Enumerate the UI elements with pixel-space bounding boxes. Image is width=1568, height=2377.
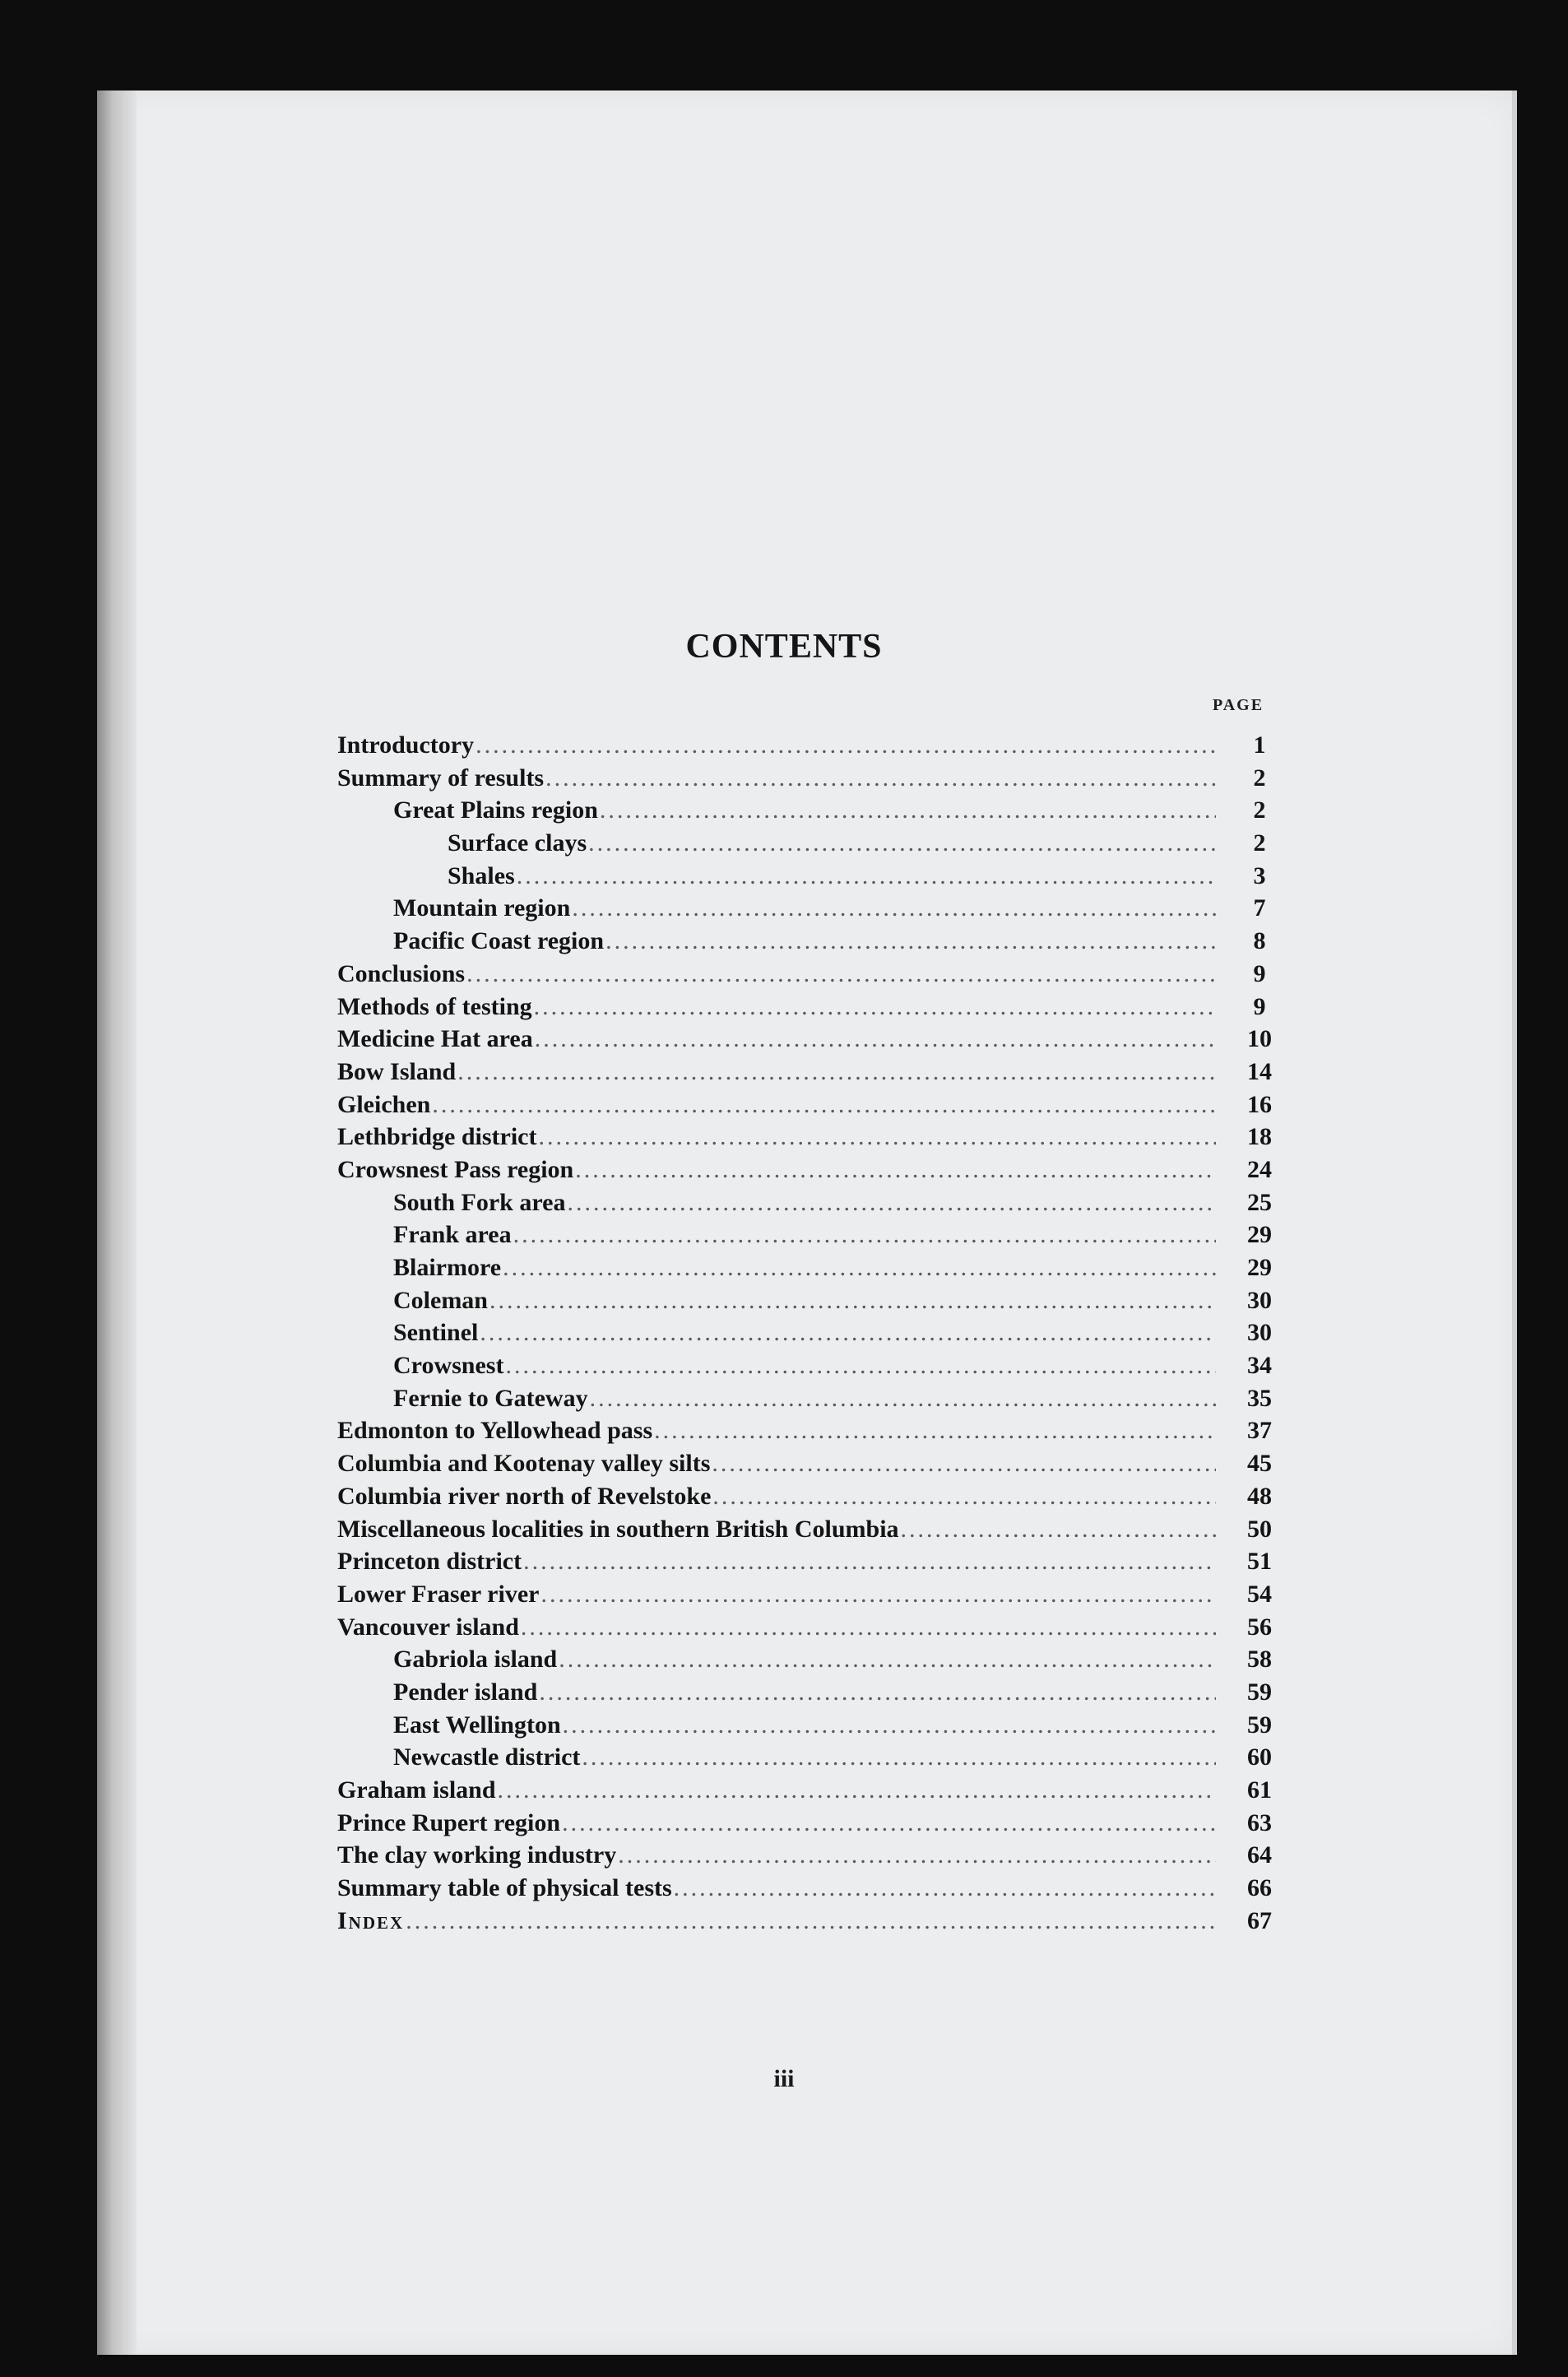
toc-entry-page-number: 61 bbox=[1247, 1776, 1272, 1804]
toc-entry bbox=[337, 1480, 1285, 1513]
toc-entry bbox=[337, 1741, 1285, 1774]
toc-entry bbox=[337, 1284, 1285, 1317]
toc-entry-page-number: 16 bbox=[1247, 1090, 1272, 1118]
dot-leader bbox=[712, 1447, 1216, 1480]
toc-entry bbox=[337, 1414, 1285, 1447]
toc-entry-page-number: 54 bbox=[1247, 1580, 1272, 1608]
toc-entry-label: Conclusions bbox=[337, 959, 466, 987]
toc-entry-page-number: 64 bbox=[1247, 1841, 1272, 1869]
toc-entry-label: Graham island bbox=[337, 1776, 496, 1804]
dot-leader bbox=[674, 1872, 1216, 1905]
toc-entry bbox=[337, 1219, 1285, 1251]
toc-entry bbox=[337, 1447, 1285, 1480]
dot-leader bbox=[505, 1349, 1216, 1382]
toc-entry-page-number: 48 bbox=[1247, 1482, 1272, 1510]
toc-entry bbox=[337, 1251, 1285, 1284]
dot-leader bbox=[559, 1643, 1216, 1676]
toc-entry bbox=[337, 1089, 1285, 1121]
toc-entry-page-number: 37 bbox=[1247, 1417, 1272, 1445]
toc-entry bbox=[337, 1349, 1285, 1382]
dot-leader bbox=[457, 1056, 1216, 1089]
dot-leader bbox=[712, 1480, 1216, 1513]
dot-leader bbox=[503, 1251, 1216, 1284]
toc-entry-label: Bow Island bbox=[337, 1057, 457, 1085]
toc-entry-page-number: 60 bbox=[1247, 1743, 1272, 1771]
toc-entry bbox=[337, 762, 1285, 795]
toc-entry-label: Frank area bbox=[393, 1221, 512, 1249]
toc-entry-label: Gabriola island bbox=[393, 1646, 558, 1674]
toc-entry bbox=[337, 1807, 1285, 1840]
toc-entry bbox=[337, 925, 1285, 958]
toc-entry-page-number: 10 bbox=[1247, 1025, 1272, 1053]
toc-entry bbox=[337, 1513, 1285, 1546]
dot-leader bbox=[523, 1545, 1216, 1578]
dot-leader bbox=[562, 1807, 1216, 1840]
dot-leader bbox=[588, 827, 1216, 860]
toc-entry bbox=[337, 1545, 1285, 1578]
dot-leader bbox=[540, 1578, 1216, 1611]
page-folio: iii bbox=[773, 2065, 795, 2092]
dot-leader bbox=[654, 1414, 1216, 1447]
toc-entry bbox=[337, 1023, 1285, 1056]
toc-entry-page-number: 18 bbox=[1247, 1123, 1272, 1151]
toc-entry bbox=[337, 991, 1285, 1024]
toc-entry-page-number: 2 bbox=[1253, 764, 1266, 792]
dot-leader bbox=[489, 1284, 1216, 1317]
toc-entry-label: Shales bbox=[448, 861, 515, 889]
toc-entry-page-number: 51 bbox=[1247, 1548, 1272, 1576]
toc-entry-page-number: 67 bbox=[1247, 1906, 1272, 1934]
dot-leader bbox=[572, 892, 1216, 925]
toc-entry-label: Blairmore bbox=[393, 1254, 502, 1281]
toc-entry-page-number: 25 bbox=[1247, 1188, 1272, 1216]
dot-leader bbox=[538, 1121, 1216, 1154]
toc-entry-label: Surface clays bbox=[448, 829, 587, 857]
table-of-contents bbox=[337, 729, 1285, 1937]
toc-entry-label: Summary table of physical tests bbox=[337, 1874, 672, 1902]
toc-entry-page-number: 63 bbox=[1247, 1808, 1272, 1836]
toc-entry-page-number: 14 bbox=[1247, 1057, 1272, 1085]
toc-entry bbox=[337, 794, 1285, 827]
toc-entry-label: Gleichen bbox=[337, 1090, 431, 1118]
toc-entry-label: Princeton district bbox=[337, 1548, 522, 1576]
dot-leader bbox=[618, 1839, 1216, 1872]
toc-entry-label: Introductory bbox=[337, 731, 475, 759]
dot-leader bbox=[466, 958, 1216, 991]
toc-entry-label: Pender island bbox=[393, 1678, 538, 1706]
dot-leader bbox=[513, 1219, 1216, 1251]
toc-entry bbox=[337, 1121, 1285, 1154]
dot-leader bbox=[605, 925, 1216, 958]
toc-entry-page-number: 59 bbox=[1247, 1678, 1272, 1706]
toc-entry-label: South Fork area bbox=[393, 1188, 566, 1216]
dot-leader bbox=[406, 1905, 1216, 1938]
toc-entry-label: Medicine Hat area bbox=[337, 1025, 533, 1053]
dot-leader bbox=[575, 1154, 1216, 1186]
toc-entry-label: Newcastle district bbox=[393, 1743, 581, 1771]
toc-entry-label: Prince Rupert region bbox=[337, 1808, 561, 1836]
toc-entry-label: Index bbox=[337, 1906, 405, 1934]
toc-entry bbox=[337, 1774, 1285, 1807]
toc-entry-label: Lethbridge district bbox=[337, 1123, 537, 1151]
toc-entry-page-number: 8 bbox=[1253, 927, 1266, 955]
toc-entry bbox=[337, 1578, 1285, 1611]
toc-entry bbox=[337, 1056, 1285, 1089]
toc-entry-label: Pacific Coast region bbox=[393, 927, 605, 955]
toc-entry-page-number: 2 bbox=[1253, 829, 1266, 857]
toc-entry-page-number: 3 bbox=[1253, 861, 1266, 889]
toc-entry bbox=[337, 729, 1285, 762]
toc-entry bbox=[337, 1872, 1285, 1905]
toc-entry bbox=[337, 1316, 1285, 1349]
dot-leader bbox=[545, 762, 1216, 795]
dot-leader bbox=[590, 1382, 1216, 1415]
toc-entry-label: Crowsnest Pass region bbox=[337, 1155, 574, 1183]
toc-entry-label: Summary of results bbox=[337, 764, 545, 792]
toc-entry bbox=[337, 1611, 1285, 1644]
dot-leader bbox=[901, 1513, 1216, 1546]
toc-entry-page-number: 9 bbox=[1253, 959, 1266, 987]
toc-entry-label: Sentinel bbox=[393, 1319, 479, 1347]
dot-leader bbox=[539, 1676, 1216, 1709]
page-column-label: PAGE bbox=[1213, 696, 1264, 714]
toc-entry-page-number: 56 bbox=[1247, 1613, 1272, 1641]
toc-entry-page-number: 29 bbox=[1247, 1254, 1272, 1281]
dot-leader bbox=[521, 1611, 1216, 1644]
dot-leader bbox=[534, 991, 1216, 1024]
toc-entry-label: Methods of testing bbox=[337, 992, 532, 1020]
toc-entry bbox=[337, 958, 1285, 991]
dot-leader bbox=[498, 1774, 1216, 1807]
toc-entry-page-number: 1 bbox=[1253, 731, 1266, 759]
toc-entry-page-number: 35 bbox=[1247, 1384, 1272, 1412]
toc-entry-label: Fernie to Gateway bbox=[393, 1384, 588, 1412]
toc-entry-page-number: 24 bbox=[1247, 1155, 1272, 1183]
toc-entry-label: Columbia and Kootenay valley silts bbox=[337, 1450, 711, 1478]
toc-entry-page-number: 30 bbox=[1247, 1319, 1272, 1347]
toc-entry-page-number: 29 bbox=[1247, 1221, 1272, 1249]
toc-entry-label: The clay working industry bbox=[337, 1841, 617, 1869]
dot-leader bbox=[567, 1186, 1216, 1219]
dot-leader bbox=[582, 1741, 1216, 1774]
toc-entry bbox=[337, 1154, 1285, 1186]
toc-entry-label: Mountain region bbox=[393, 894, 571, 922]
toc-entry-page-number: 9 bbox=[1253, 992, 1266, 1020]
toc-entry-label: East Wellington bbox=[393, 1711, 561, 1739]
toc-entry bbox=[337, 1905, 1285, 1938]
contents-title: CONTENTS bbox=[685, 628, 883, 666]
dot-leader bbox=[517, 860, 1216, 893]
dot-leader bbox=[535, 1023, 1216, 1056]
toc-entry bbox=[337, 1839, 1285, 1872]
toc-entry-page-number: 7 bbox=[1253, 894, 1266, 922]
toc-entry bbox=[337, 1676, 1285, 1709]
toc-entry-label: Lower Fraser river bbox=[337, 1580, 540, 1608]
toc-entry-page-number: 66 bbox=[1247, 1874, 1272, 1902]
toc-entry-label: Crowsnest bbox=[393, 1352, 504, 1380]
dot-leader bbox=[480, 1316, 1216, 1349]
toc-entry-label: Miscellaneous localities in southern British Columbia bbox=[337, 1515, 899, 1543]
toc-entry-page-number: 50 bbox=[1247, 1515, 1272, 1543]
page-spine-shadow bbox=[97, 91, 137, 2355]
page-right-edge bbox=[1512, 91, 1517, 2355]
toc-entry bbox=[337, 1382, 1285, 1415]
toc-entry-page-number: 2 bbox=[1253, 796, 1266, 824]
dot-leader bbox=[432, 1089, 1216, 1121]
toc-entry-page-number: 34 bbox=[1247, 1352, 1272, 1380]
toc-entry-label: Great Plains region bbox=[393, 796, 598, 824]
dot-leader bbox=[476, 729, 1216, 762]
toc-entry bbox=[337, 860, 1285, 893]
dot-leader bbox=[600, 794, 1216, 827]
toc-entry bbox=[337, 827, 1285, 860]
toc-entry-page-number: 30 bbox=[1247, 1286, 1272, 1314]
toc-entry bbox=[337, 1643, 1285, 1676]
toc-entry-label: Columbia river north of Revelstoke bbox=[337, 1482, 712, 1510]
toc-entry-page-number: 59 bbox=[1247, 1711, 1272, 1739]
toc-entry bbox=[337, 1709, 1285, 1742]
toc-entry-page-number: 45 bbox=[1247, 1450, 1272, 1478]
toc-entry-label: Coleman bbox=[393, 1286, 488, 1314]
toc-entry-label: Vancouver island bbox=[337, 1613, 519, 1641]
toc-entry bbox=[337, 1186, 1285, 1219]
toc-entry-page-number: 58 bbox=[1247, 1646, 1272, 1674]
dot-leader bbox=[563, 1709, 1216, 1742]
toc-entry-label: Edmonton to Yellowhead pass bbox=[337, 1417, 653, 1445]
toc-entry bbox=[337, 892, 1285, 925]
